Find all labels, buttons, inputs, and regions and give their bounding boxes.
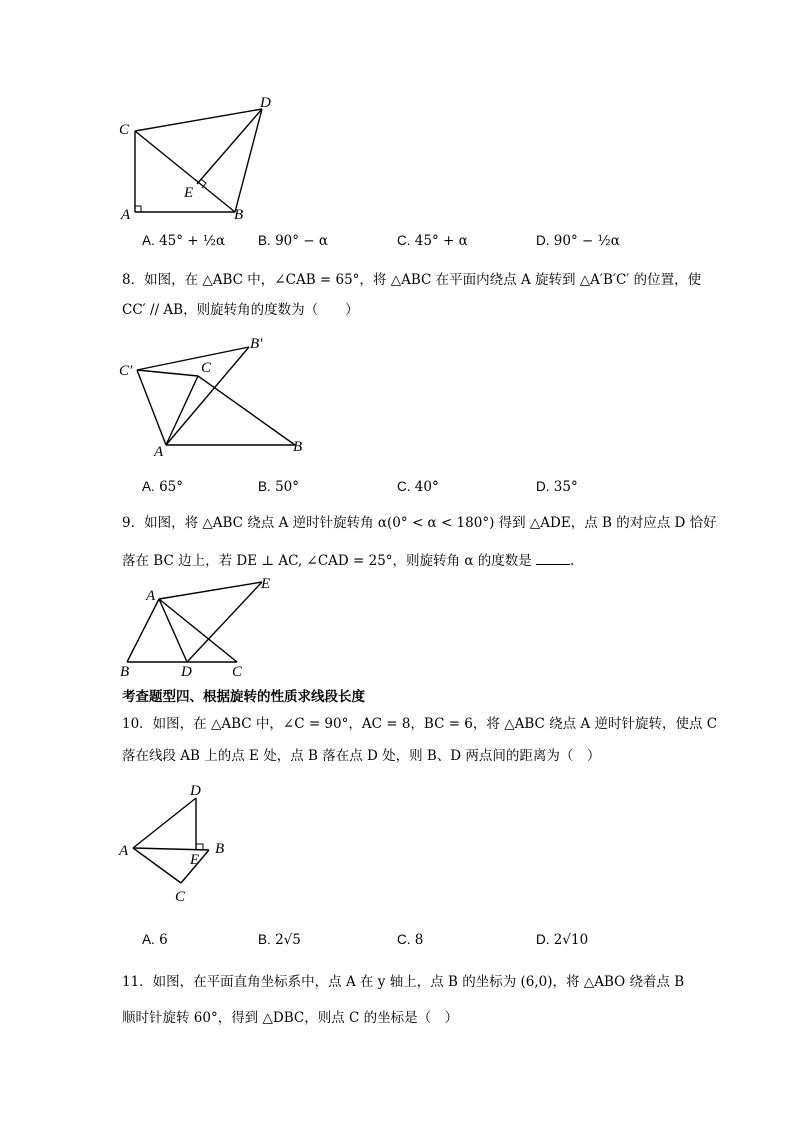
right-angle-mark-e	[201, 179, 206, 188]
segment-ab	[133, 848, 209, 850]
segment-c-a	[166, 376, 198, 445]
label-e: E	[261, 576, 271, 592]
q9-figure	[115, 572, 285, 682]
label-b-prime: B′	[250, 336, 263, 352]
label-d: D	[260, 95, 271, 111]
q10-option-c[interactable]: C. 8	[397, 932, 424, 948]
q8-option-c[interactable]: C. 40°	[397, 479, 439, 495]
q8-option-a[interactable]: A. 65°	[142, 479, 183, 495]
label-d: D	[190, 783, 201, 799]
q7-option-a[interactable]: A. 45° + ½α	[142, 233, 226, 249]
label-c: C	[232, 664, 243, 680]
section-heading: 考查题型四、根据旋转的性质求线段长度	[122, 689, 365, 705]
answer-blank[interactable]	[536, 552, 570, 565]
q7-option-b[interactable]: B. 90° − α	[258, 233, 329, 249]
label-c: C	[119, 122, 130, 138]
label-d: D	[181, 664, 192, 680]
segment-cp-a	[137, 370, 166, 445]
q10-option-d[interactable]: D. 2√10	[536, 932, 589, 948]
segment-cp-c	[137, 370, 198, 376]
segment-ae	[159, 582, 262, 599]
segment-ac	[133, 848, 181, 883]
q10-question-line2: 落在线段 AB 上的点 E 处，点 B 落在点 D 处，则 B、D 两点间的距离为（ ）	[122, 748, 601, 764]
label-e: E	[190, 852, 200, 868]
segment-ad	[133, 798, 196, 848]
q7-option-d[interactable]: D. 90° − ½α	[536, 233, 620, 249]
segment-ad	[159, 599, 187, 662]
q8-question-line2: CC′ // AB，则旋转角的度数为（ ）	[122, 302, 359, 318]
q11-question-line2: 顺时针旋转 60°，得到 △DBC，则点 C 的坐标是（ ）	[122, 1010, 459, 1026]
label-c: C	[175, 889, 186, 905]
q7-figure	[115, 92, 285, 232]
q10-question-line1: 10．如图，在 △ABC 中，∠C = 90°，AC = 8，BC = 6，将 △ABC 绕点 A 逆时针旋转，使点 C	[122, 716, 718, 732]
label-e: E	[184, 185, 194, 201]
q10-option-b[interactable]: B. 2√5	[258, 932, 301, 948]
q8-figure	[115, 330, 325, 465]
segment-ac	[159, 599, 237, 662]
right-angle-mark-a	[135, 206, 141, 212]
q9-question-line2: 落在 BC 边上，若 DE ⊥ AC, ∠CAD = 25°，则旋转角 α 的度数是 .	[122, 553, 575, 569]
segment-cd	[135, 109, 262, 131]
label-a: A	[146, 588, 156, 604]
q11-question-line1: 11．如图，在平面直角坐标系中，点 A 在 y 轴上，点 B 的坐标为 (6,0)，将 △ABO 绕着点 B	[122, 974, 685, 990]
q9-question-line1: 9．如图，将 △ABC 绕点 A 逆时针旋转角 α(0° < α < 180°) 得到 △ADE，点 B 的对应点 D 恰好	[122, 515, 717, 531]
label-a: A	[119, 843, 129, 859]
label-a: A	[154, 444, 164, 460]
q10-figure	[115, 775, 245, 910]
q8-option-b[interactable]: B. 50°	[258, 479, 299, 495]
label-b: B	[234, 207, 244, 223]
label-b: B	[215, 841, 225, 857]
q7-option-c[interactable]: C. 45° + α	[397, 233, 468, 249]
segment-de	[187, 582, 262, 662]
segment-ab	[127, 599, 159, 662]
label-a: A	[121, 207, 131, 223]
q8-option-d[interactable]: D. 35°	[536, 479, 578, 495]
q8-question-line1: 8．如图，在 △ABC 中，∠CAB = 65°，将 △ABC 在平面内绕点 A 旋转到 △A′B′C′ 的位置，使	[122, 272, 702, 288]
label-c: C	[201, 360, 212, 376]
label-c-prime: C′	[119, 363, 133, 379]
q10-option-a[interactable]: A. 6	[142, 932, 168, 948]
segment-c-b	[198, 376, 295, 445]
label-b: B	[120, 664, 130, 680]
label-b: B	[293, 439, 303, 455]
